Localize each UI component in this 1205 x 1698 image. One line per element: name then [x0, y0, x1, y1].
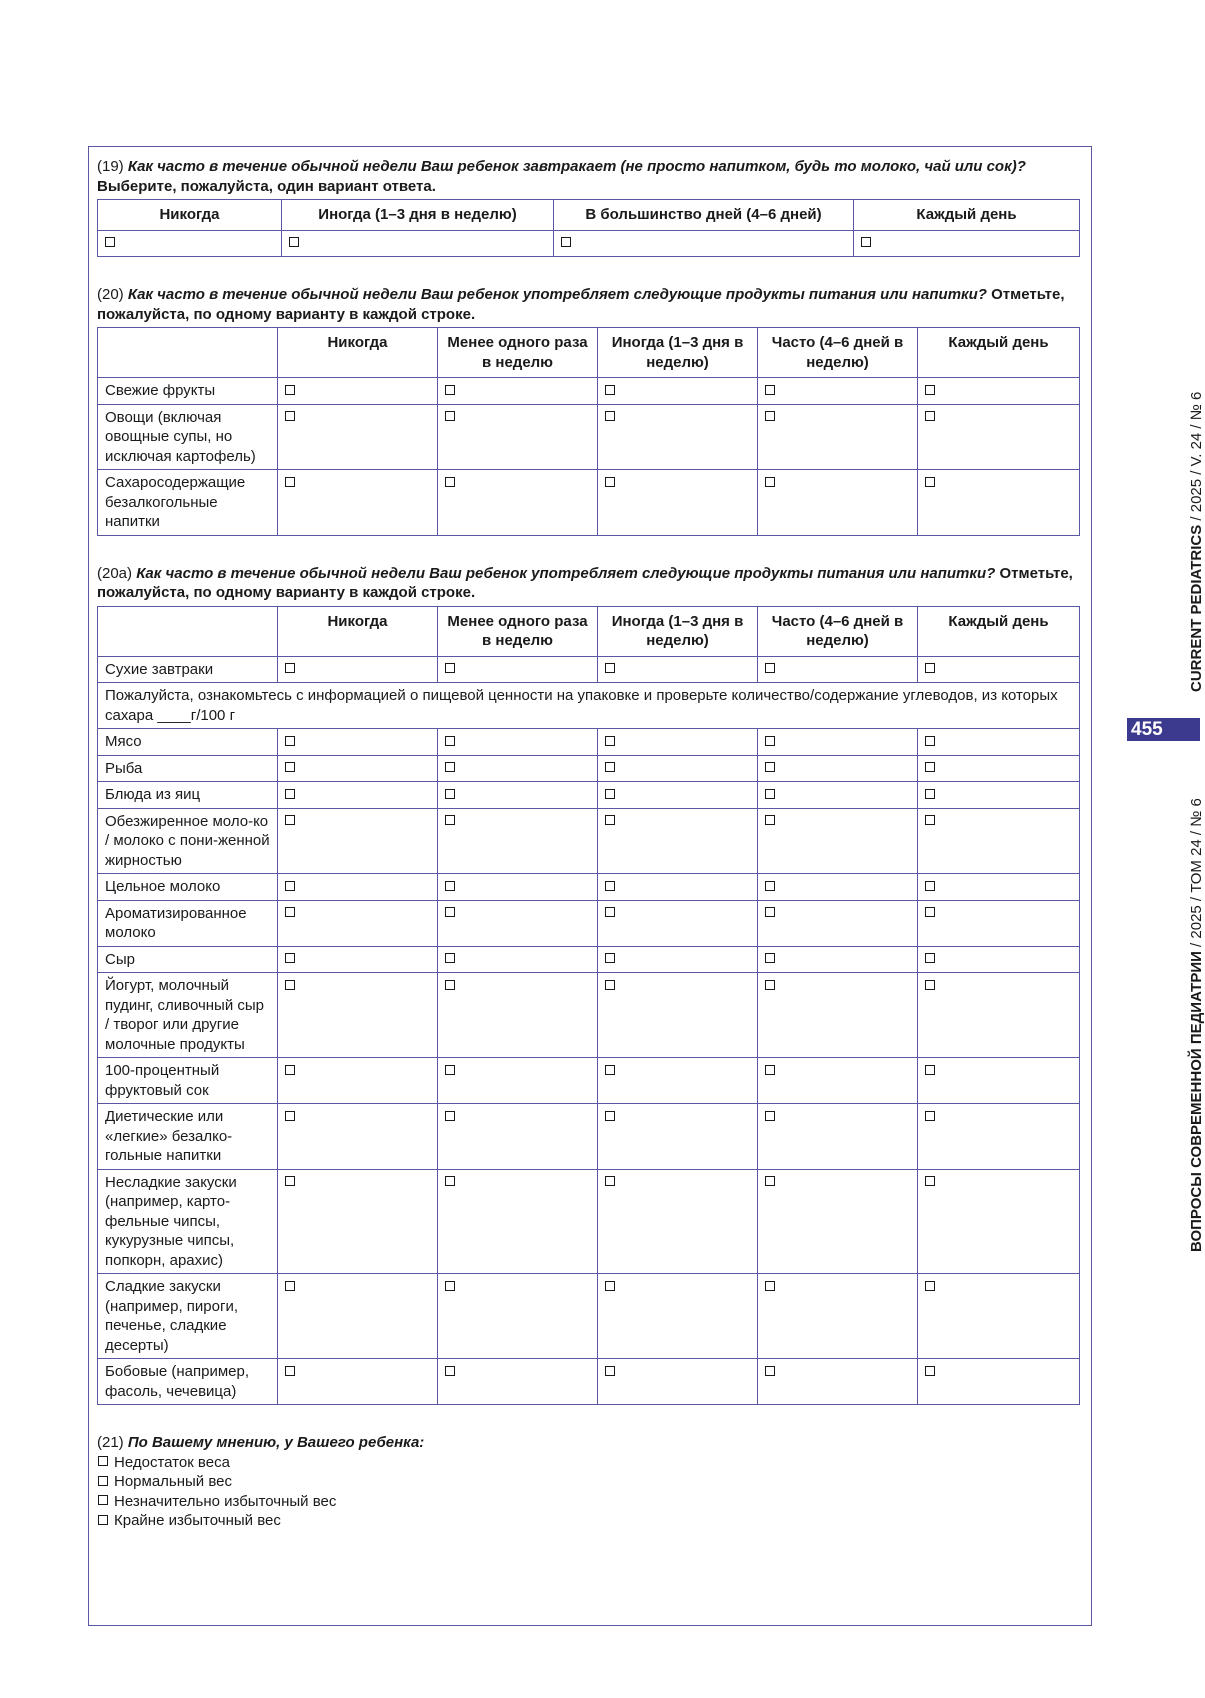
- answer-checkbox[interactable]: [925, 881, 935, 891]
- q20-prompt: (20) Как часто в течение обычной недели Ваш ребенок употребляет следующие продукты питания или напитки? Отметьте, пожалуйста, по одному варианту в каждой строке.: [97, 286, 1065, 323]
- table-row: [98, 1058, 1080, 1104]
- answer-checkbox[interactable]: [925, 762, 935, 772]
- row-label: Мясо: [98, 729, 278, 756]
- answer-checkbox[interactable]: [605, 385, 615, 395]
- answer-checkbox[interactable]: [605, 907, 615, 917]
- answer-checkbox[interactable]: [925, 1281, 935, 1291]
- answer-checkbox[interactable]: [925, 477, 935, 487]
- answer-checkbox[interactable]: [765, 736, 775, 746]
- table-row: [98, 900, 1080, 946]
- answer-checkbox[interactable]: [925, 663, 935, 673]
- answer-checkbox[interactable]: [765, 1366, 775, 1376]
- q19-checkbox-sometimes[interactable]: [289, 237, 299, 247]
- answer-checkbox[interactable]: [925, 980, 935, 990]
- q20a-col-often: Часто (4–6 дней в неделю): [758, 606, 918, 656]
- row-label: Свежие фрукты: [98, 378, 278, 405]
- answer-checkbox[interactable]: [925, 953, 935, 963]
- answer-checkbox[interactable]: [285, 1281, 295, 1291]
- q21-prompt: (21) По Вашему мнению, у Вашего ребенка:: [97, 1434, 425, 1451]
- answer-checkbox[interactable]: [605, 1176, 615, 1186]
- answer-checkbox[interactable]: [285, 411, 295, 421]
- answer-checkbox[interactable]: [445, 1281, 455, 1291]
- table-row: [98, 1274, 1080, 1359]
- list-item[interactable]: Незначительно избыточный вес: [98, 1492, 1079, 1512]
- q20a-instruction: Отметьте, пожалуйста, по одному варианту в каждой строке.: [97, 564, 1073, 601]
- table-row: [98, 782, 1080, 809]
- answer-checkbox[interactable]: [285, 789, 295, 799]
- q19-col-never: Никогда: [98, 200, 282, 231]
- q19-prompt: (19) Как часто в течение обычной недели Ваш ребенок завтракает (не просто напитком, будь то молоко, чай или сок)? Выберите, пожалуйста, один вариант ответа.: [97, 158, 1026, 195]
- answer-checkbox[interactable]: [925, 789, 935, 799]
- q21-checkbox-slightly-over[interactable]: [98, 1495, 108, 1505]
- q19-col-most-days: В большинство дней (4–6 дней): [554, 200, 854, 231]
- answer-checkbox[interactable]: [925, 815, 935, 825]
- table-row: [98, 656, 1080, 683]
- table-row: [98, 378, 1080, 405]
- answer-checkbox[interactable]: [765, 1176, 775, 1186]
- answer-checkbox[interactable]: [605, 815, 615, 825]
- answer-checkbox[interactable]: [765, 663, 775, 673]
- q21-options: [98, 1453, 1079, 1531]
- q20-col-never: Никогда: [278, 328, 438, 378]
- row-label: Овощи (включая овощные супы, но исключая картофель): [98, 404, 278, 470]
- q20-col-every-day: Каждый день: [918, 328, 1080, 378]
- answer-checkbox[interactable]: [285, 1111, 295, 1121]
- q21-checkbox-underweight[interactable]: [98, 1456, 108, 1466]
- q19-checkbox-most-days[interactable]: [561, 237, 571, 247]
- q20a-col-less-than-weekly: Менее одного раза в неделю: [438, 606, 598, 656]
- answer-checkbox[interactable]: [765, 762, 775, 772]
- q19-instruction: Выберите, пожалуйста, один вариант ответа.: [97, 177, 436, 195]
- sugar-note-row: [98, 683, 1080, 729]
- answer-checkbox[interactable]: [605, 953, 615, 963]
- answer-checkbox[interactable]: [765, 953, 775, 963]
- answer-checkbox[interactable]: [445, 1065, 455, 1075]
- q20a-question: Как часто в течение обычной недели Ваш ребенок употребляет следующие продукты питания или напитки?: [136, 564, 996, 582]
- list-item[interactable]: Крайне избыточный вес: [98, 1511, 1079, 1531]
- q20a-prompt: (20a) Как часто в течение обычной недели Ваш ребенок употребляет следующие продукты питания или напитки? Отметьте, пожалуйста, по одному варианту в каждой строке.: [97, 564, 1073, 601]
- answer-checkbox[interactable]: [605, 762, 615, 772]
- answer-checkbox[interactable]: [445, 411, 455, 421]
- table-row: [98, 470, 1080, 536]
- row-label: Йогурт, молочный пудинг, сливочный сыр / творог или другие молочные продукты: [98, 973, 278, 1058]
- table-row: [98, 946, 1080, 973]
- answer-checkbox[interactable]: [605, 1281, 615, 1291]
- answer-checkbox[interactable]: [765, 815, 775, 825]
- answer-checkbox[interactable]: [765, 1281, 775, 1291]
- answer-checkbox[interactable]: [925, 1065, 935, 1075]
- answer-checkbox[interactable]: [445, 980, 455, 990]
- answer-checkbox[interactable]: [285, 881, 295, 891]
- answer-checkbox[interactable]: [605, 1111, 615, 1121]
- table-row: [98, 755, 1080, 782]
- row-label: Несладкие закуски (например, карто-фельные чипсы, кукурузные чипсы, попкорн, арахис): [98, 1169, 278, 1274]
- row-label: Сыр: [98, 946, 278, 973]
- answer-checkbox[interactable]: [605, 1065, 615, 1075]
- answer-checkbox[interactable]: [925, 907, 935, 917]
- answer-checkbox[interactable]: [765, 980, 775, 990]
- answer-checkbox[interactable]: [765, 1111, 775, 1121]
- answer-checkbox[interactable]: [605, 736, 615, 746]
- answer-checkbox[interactable]: [765, 881, 775, 891]
- q19-checkbox-never[interactable]: [105, 237, 115, 247]
- answer-checkbox[interactable]: [445, 1176, 455, 1186]
- q19-col-every-day: Каждый день: [854, 200, 1080, 231]
- running-head-ru: ВОПРОСЫ СОВРЕМЕННОЙ ПЕДИАТРИИ / 2025 / ТОМ 24 / № 6: [1188, 798, 1205, 1252]
- row-label: Сухие завтраки: [98, 656, 278, 683]
- sugar-note: Пожалуйста, ознакомьтесь с информацией о пищевой ценности на упаковке и проверьте количество/содержание углеводов, из которых сахара ____г/100 г: [98, 683, 1080, 729]
- answer-checkbox[interactable]: [605, 881, 615, 891]
- page-number: 455: [1127, 718, 1200, 741]
- answer-checkbox[interactable]: [925, 411, 935, 421]
- answer-checkbox[interactable]: [285, 1366, 295, 1376]
- answer-checkbox[interactable]: [765, 907, 775, 917]
- answer-checkbox[interactable]: [445, 907, 455, 917]
- answer-checkbox[interactable]: [445, 477, 455, 487]
- answer-checkbox[interactable]: [285, 663, 295, 673]
- answer-checkbox[interactable]: [445, 789, 455, 799]
- answer-checkbox[interactable]: [925, 1176, 935, 1186]
- row-label: Ароматизированное молоко: [98, 900, 278, 946]
- answer-checkbox[interactable]: [925, 1111, 935, 1121]
- answer-checkbox[interactable]: [605, 477, 615, 487]
- row-label: Цельное молоко: [98, 874, 278, 901]
- answer-checkbox[interactable]: [765, 477, 775, 487]
- q20a-col-sometimes: Иногда (1–3 дня в неделю): [598, 606, 758, 656]
- q20-col-sometimes: Иногда (1–3 дня в неделю): [598, 328, 758, 378]
- table-row: [98, 808, 1080, 874]
- row-label: Сахаросодержащие безалкогольные напитки: [98, 470, 278, 536]
- table-row: [98, 1359, 1080, 1405]
- q20-col-often: Часто (4–6 дней в неделю): [758, 328, 918, 378]
- answer-checkbox[interactable]: [605, 980, 615, 990]
- table-row: [98, 973, 1080, 1058]
- answer-checkbox[interactable]: [605, 789, 615, 799]
- row-label: Рыба: [98, 755, 278, 782]
- answer-checkbox[interactable]: [445, 663, 455, 673]
- answer-checkbox[interactable]: [445, 736, 455, 746]
- answer-checkbox[interactable]: [765, 411, 775, 421]
- answer-checkbox[interactable]: [285, 385, 295, 395]
- q20-question: Как часто в течение обычной недели Ваш ребенок употребляет следующие продукты питания или напитки?: [127, 286, 987, 303]
- answer-checkbox[interactable]: [445, 815, 455, 825]
- q20a-rows: [98, 729, 1080, 1405]
- table-row: [98, 404, 1080, 470]
- answer-checkbox[interactable]: [445, 1111, 455, 1121]
- q20a-col-every-day: Каждый день: [918, 606, 1080, 656]
- answer-checkbox[interactable]: [285, 762, 295, 772]
- answer-checkbox[interactable]: [605, 411, 615, 421]
- table-row: [98, 1104, 1080, 1170]
- running-head-en: CURRENT PEDIATRICS / 2025 / V. 24 / № 6: [1188, 391, 1205, 692]
- table-row: [98, 1169, 1080, 1274]
- list-item[interactable]: Нормальный вес: [98, 1472, 1079, 1492]
- answer-checkbox[interactable]: [925, 1366, 935, 1376]
- list-item[interactable]: Недостаток веса: [98, 1453, 1079, 1473]
- row-label: Сладкие закуски (например, пироги, печенье, сладкие десерты): [98, 1274, 278, 1359]
- answer-checkbox[interactable]: [765, 789, 775, 799]
- answer-checkbox[interactable]: [445, 953, 455, 963]
- answer-checkbox[interactable]: [285, 815, 295, 825]
- q21-question: По Вашему мнению, у Вашего ребенка:: [127, 1434, 425, 1451]
- answer-checkbox[interactable]: [445, 1366, 455, 1376]
- answer-checkbox[interactable]: [765, 385, 775, 395]
- row-label: Обезжиренное моло-ко / молоко с пони-женной жирностью: [98, 808, 278, 874]
- q20-col-less-than-weekly: Менее одного раза в неделю: [438, 328, 598, 378]
- q20-rows: [98, 378, 1080, 536]
- row-label: 100-процентный фруктовый сок: [98, 1058, 278, 1104]
- answer-checkbox[interactable]: [285, 477, 295, 487]
- answer-checkbox[interactable]: [285, 907, 295, 917]
- q20-table: [97, 327, 1080, 536]
- answer-checkbox[interactable]: [445, 881, 455, 891]
- row-label: Диетические или «легкие» безалко-гольные напитки: [98, 1104, 278, 1170]
- q20a-table: [97, 606, 1080, 1406]
- q21-checkbox-severely-over[interactable]: [98, 1515, 108, 1525]
- answer-checkbox[interactable]: [285, 1176, 295, 1186]
- answer-checkbox[interactable]: [445, 762, 455, 772]
- answer-checkbox[interactable]: [285, 980, 295, 990]
- q19-col-sometimes: Иногда (1–3 дня в неделю): [282, 200, 554, 231]
- questionnaire-frame: [88, 146, 1092, 1626]
- row-label: Бобовые (например, фасоль, чечевица): [98, 1359, 278, 1405]
- answer-checkbox[interactable]: [765, 1065, 775, 1075]
- answer-checkbox[interactable]: [925, 736, 935, 746]
- answer-checkbox[interactable]: [445, 385, 455, 395]
- answer-checkbox[interactable]: [285, 953, 295, 963]
- table-row: [98, 874, 1080, 901]
- q19-question: Как часто в течение обычной недели Ваш ребенок завтракает (не просто напитком, будь то молоко, чай или сок)?: [127, 158, 1026, 175]
- q20a-col-never: Никогда: [278, 606, 438, 656]
- answer-checkbox[interactable]: [605, 663, 615, 673]
- table-row: [98, 729, 1080, 756]
- q19-table: [97, 199, 1080, 257]
- answer-checkbox[interactable]: [285, 736, 295, 746]
- q19-checkbox-every-day[interactable]: [861, 237, 871, 247]
- q21-checkbox-normal[interactable]: [98, 1476, 108, 1486]
- answer-checkbox[interactable]: [605, 1366, 615, 1376]
- q20-instruction: Отметьте, пожалуйста, по одному варианту в каждой строке.: [97, 286, 1065, 323]
- answer-checkbox[interactable]: [925, 385, 935, 395]
- row-label: Блюда из яиц: [98, 782, 278, 809]
- answer-checkbox[interactable]: [285, 1065, 295, 1075]
